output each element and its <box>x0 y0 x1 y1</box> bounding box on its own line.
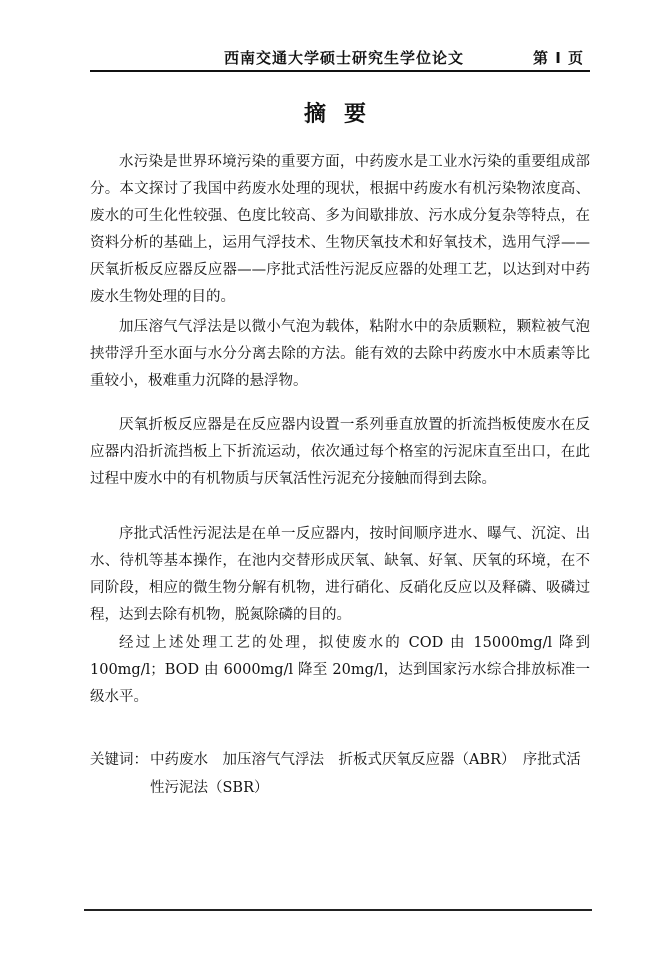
paragraph-text: 序批式活性污泥法是在单一反应器内，按时间顺序进水、曝气、沉淀、出水、待机等基本操作，在池内交替形成厌氧、缺氧、好氧、厌氧的环境，在不同阶段，相应的微生物分解有机物，进行硝化、反硝化反应以及释磷、吸磷过程，达到去除有机物，脱氮除磷的目的。 <box>90 526 590 623</box>
paragraph-text: 水污染是世界环境污染的重要方面，中药废水是工业水污染的重要组成部分。本文探讨了我国中药废水处理的现状，根据中药废水有机污染物浓度高、废水的可生化性较强、色度比较高、多为间歇排放、污水成分复杂等特点，在资料分析的基础上，运用气浮技术、生物厌氧技术和好氧技术，选用气浮——厌氧折板反应器反应器——序批式活性污泥反应器的处理工艺，以达到对中药废水生物处理的目的。 <box>90 154 590 305</box>
abstract-paragraph <box>90 630 590 711</box>
abstract-paragraph <box>90 521 590 629</box>
paragraph-text: 加压溶气气浮法是以微小气泡为载体，粘附水中的杂质颗粒，颗粒被气泡挟带浮升至水面与水分分离去除的方法。能有效的去除中药废水中木质素等比重较小，极难重力沉降的悬浮物。 <box>90 319 590 389</box>
abstract-paragraph <box>90 412 590 493</box>
keywords-label: 关键词： <box>90 752 148 768</box>
paragraph-text: 经过上述处理工艺的处理，拟使废水的 COD 由 15000mg/l 降到100mg/l；BOD 由 6000mg/l 降至 20mg/l，达到国家污水综合排放标准一级水平。 <box>90 635 590 705</box>
header-rule <box>90 70 590 72</box>
page-number: 第 I 页 <box>532 49 584 67</box>
paragraph-text: 厌氧折板反应器是在反应器内设置一系列垂直放置的折流挡板使废水在反应器内沿折流挡板上下折流运动，依次通过每个格室的污泥床直至出口，在此过程中废水中的有机物质与厌氧活性污泥充分接触而得到去除。 <box>90 417 590 487</box>
page-header <box>90 45 590 73</box>
footer-rule <box>84 909 592 911</box>
abstract-title: 摘要 <box>303 102 384 127</box>
keywords-values: 中药废水 加压溶气气浮法 折板式厌氧反应器（ABR） 序批式活性污泥法（SBR） <box>150 752 581 796</box>
abstract-paragraph <box>90 314 590 395</box>
abstract-paragraph <box>90 149 590 311</box>
header-title: 西南交通大学硕士研究生学位论文 <box>224 49 465 67</box>
